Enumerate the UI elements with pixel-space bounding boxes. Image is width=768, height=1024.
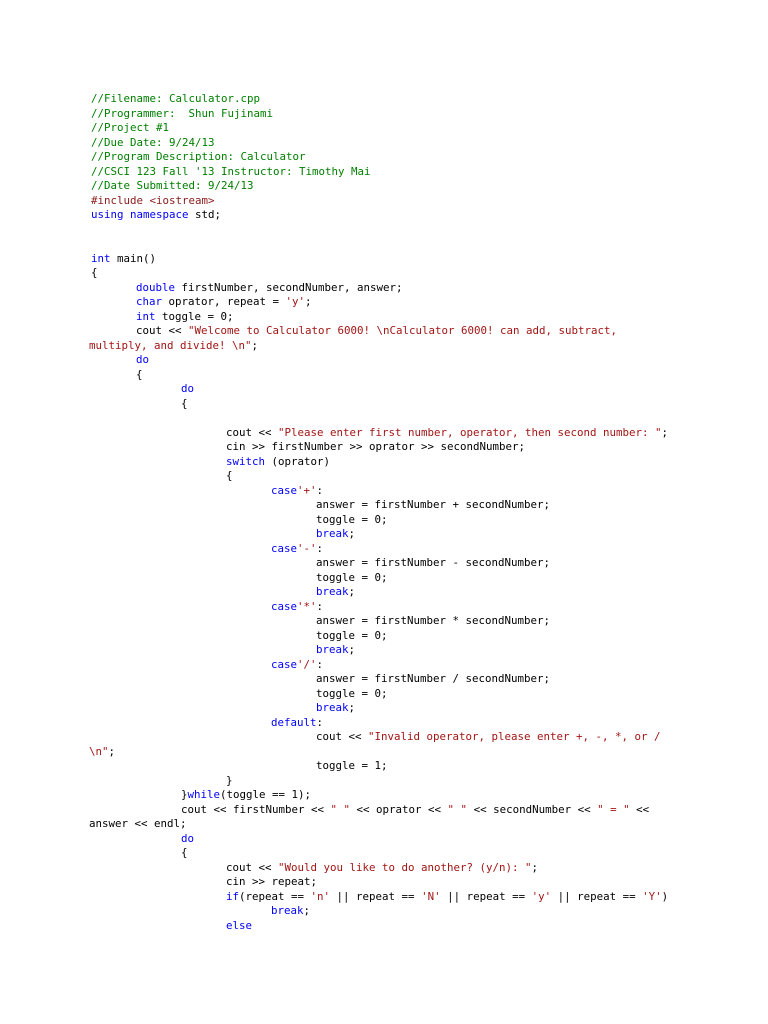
code-text: } xyxy=(181,788,188,801)
code-line xyxy=(91,469,731,484)
code-line-wrapped xyxy=(89,745,731,760)
code-line xyxy=(91,295,731,310)
code-line xyxy=(91,585,731,600)
code-text: cout << xyxy=(226,425,279,439)
code-text: answer = firstNumber - secondNumber; xyxy=(316,556,551,569)
comment: //Date Submitted: 9/24/13 xyxy=(91,179,254,192)
code-line xyxy=(91,223,731,238)
code-line xyxy=(91,774,731,789)
code-line xyxy=(91,281,731,296)
code-line xyxy=(91,643,731,658)
code-line xyxy=(91,846,731,861)
code-text: ; xyxy=(108,744,116,758)
code-line xyxy=(91,556,731,571)
string-literal: '*' xyxy=(297,599,317,613)
code-text: ; xyxy=(348,527,356,540)
code-text: { xyxy=(136,367,143,381)
code-line xyxy=(91,614,731,629)
code-text: ; xyxy=(303,904,311,917)
code-line xyxy=(91,571,731,586)
code-line xyxy=(91,890,731,905)
code-line xyxy=(91,107,731,122)
code-line xyxy=(91,237,731,252)
string-literal: 'Y' xyxy=(642,889,662,903)
code-text: ; xyxy=(348,643,356,656)
keyword: do xyxy=(181,382,195,395)
keyword: case xyxy=(271,483,298,497)
preprocessor: #include <iostream> xyxy=(91,193,215,207)
code-text: { xyxy=(226,469,233,482)
keyword: switch xyxy=(226,454,272,468)
code-line xyxy=(91,252,731,267)
code-line xyxy=(91,353,731,368)
code-text: { xyxy=(181,396,188,410)
keyword: else xyxy=(226,918,253,932)
code-text: std; xyxy=(195,208,222,221)
keyword: break xyxy=(316,585,349,598)
code-text: toggle = 0; xyxy=(316,512,388,526)
code-text: oprator, repeat = xyxy=(168,295,286,308)
code-text: (oprator) xyxy=(271,454,331,468)
string-literal: " " xyxy=(447,802,468,816)
string-literal: '+' xyxy=(297,483,317,497)
code-line xyxy=(91,455,731,470)
keyword: break xyxy=(316,643,349,656)
code-text: toggle = 0; xyxy=(316,570,388,584)
string-literal: "Would you like to do another? (y/n): " xyxy=(278,860,532,874)
code-line xyxy=(91,672,731,687)
string-literal: 'N' xyxy=(421,889,441,903)
code-text: cin >> repeat; xyxy=(226,875,318,888)
keyword: do xyxy=(181,831,195,845)
string-literal: multiply, and divide! \n" xyxy=(89,338,252,352)
code-line xyxy=(91,310,731,325)
code-text: cout << firstNumber << xyxy=(181,802,331,816)
code-text: cin >> firstNumber >> oprator >> secondNumber; xyxy=(226,440,526,453)
code-text: cout << xyxy=(316,730,369,743)
comment: //CSCI 123 Fall '13 Instructor: Timothy Mai xyxy=(91,164,371,178)
comment: //Due Date: 9/24/13 xyxy=(91,135,215,149)
code-line xyxy=(91,121,731,136)
code-line xyxy=(91,426,731,441)
string-literal: 'y' xyxy=(531,889,552,903)
code-line xyxy=(91,701,731,716)
code-line xyxy=(91,875,731,890)
code-line xyxy=(91,150,731,165)
string-literal: " = " xyxy=(597,802,630,816)
code-line xyxy=(91,440,731,455)
code-text: || repeat == xyxy=(551,889,643,903)
code-line xyxy=(91,165,731,180)
keyword: break xyxy=(316,701,349,714)
keyword: case xyxy=(271,657,298,671)
code-text: answer = firstNumber + secondNumber; xyxy=(316,498,551,511)
keyword: char xyxy=(136,295,169,308)
code-line xyxy=(91,324,731,339)
code-line xyxy=(91,411,731,426)
code-text: : xyxy=(316,715,324,729)
string-literal: '-' xyxy=(297,541,317,555)
code-line xyxy=(91,716,731,731)
string-literal: 'y' xyxy=(285,295,306,308)
string-literal: " " xyxy=(330,802,351,816)
code-line xyxy=(91,179,731,194)
code-line xyxy=(91,382,731,397)
keyword: default xyxy=(271,715,317,729)
code-line xyxy=(91,730,731,745)
code-text: main() xyxy=(117,251,157,265)
string-literal: "Welcome to Calculator 6000! \nCalculator 6000! can add, subtract, xyxy=(188,324,618,337)
code-line xyxy=(91,208,731,223)
code-text: || repeat == xyxy=(440,889,532,903)
code-text: ; xyxy=(251,338,259,352)
code-line xyxy=(91,788,731,803)
comment: //Filename: Calculator.cpp xyxy=(91,92,261,105)
code-text: << xyxy=(629,802,650,816)
keyword: double xyxy=(136,280,182,294)
string-literal: 'n' xyxy=(310,889,331,903)
code-line xyxy=(91,368,731,383)
code-text: { xyxy=(181,846,188,859)
code-line xyxy=(91,542,731,557)
code-text: ; xyxy=(348,701,356,714)
code-line-wrapped xyxy=(89,339,731,354)
code-line xyxy=(91,498,731,513)
code-text: firstNumber, secondNumber, answer; xyxy=(181,280,403,294)
code-text: ; xyxy=(661,425,669,439)
code-line xyxy=(91,832,731,847)
code-text: cout << xyxy=(226,860,279,874)
code-line xyxy=(91,484,731,499)
code-text: toggle = 0; xyxy=(316,628,388,642)
code-text: ; xyxy=(305,295,312,308)
code-text: { xyxy=(91,266,98,279)
string-literal: "Invalid operator, please enter +, -, *, or / xyxy=(368,730,661,743)
keyword: while xyxy=(187,788,221,801)
comment: //Programmer: Shun Fujinami xyxy=(91,106,274,120)
comment: //Project #1 xyxy=(91,121,170,134)
code-line xyxy=(91,397,731,412)
keyword: break xyxy=(316,527,349,540)
code-line xyxy=(91,513,731,528)
code-line xyxy=(91,658,731,673)
code-text: answer << endl; xyxy=(89,817,187,830)
code-text: ) xyxy=(661,889,669,903)
keyword: int xyxy=(91,251,118,265)
code-text: << oprator << xyxy=(350,802,448,816)
code-line xyxy=(91,919,731,934)
code-line xyxy=(91,687,731,702)
code-text: << secondNumber << xyxy=(467,802,598,816)
keyword: case xyxy=(271,541,298,555)
code-text: (repeat == xyxy=(239,889,311,903)
comment: //Program Description: Calculator xyxy=(91,150,306,163)
code-line xyxy=(91,861,731,876)
code-text: : xyxy=(316,483,324,497)
code-text: : xyxy=(316,657,324,671)
code-text: answer = firstNumber / secondNumber; xyxy=(316,672,551,685)
code-line xyxy=(91,194,731,209)
code-line xyxy=(91,527,731,542)
keyword: if xyxy=(226,889,240,903)
code-line-wrapped xyxy=(89,817,731,832)
code-text: answer = firstNumber * secondNumber; xyxy=(316,614,551,627)
keyword: do xyxy=(136,353,150,366)
code-text: ; xyxy=(348,585,356,598)
code-line xyxy=(91,92,731,107)
code-text: || repeat == xyxy=(330,889,422,903)
code-line xyxy=(91,904,731,919)
code-line xyxy=(91,803,731,818)
code-line xyxy=(91,266,731,281)
code-text: toggle = 0; xyxy=(162,309,234,323)
keyword: case xyxy=(271,599,298,613)
string-literal: \n" xyxy=(89,744,109,758)
keyword: using namespace xyxy=(91,208,196,221)
code-line xyxy=(91,136,731,151)
code-text: : xyxy=(316,599,324,613)
keyword: break xyxy=(271,904,304,917)
code-text: toggle = 1; xyxy=(316,759,388,772)
code-text: ; xyxy=(531,860,539,874)
string-literal: '/' xyxy=(297,657,317,671)
string-literal: "Please enter first number, operator, then second number: " xyxy=(278,425,662,439)
code-text: toggle = 0; xyxy=(316,686,388,700)
code-text: : xyxy=(316,541,324,555)
code-text: (toggle == 1); xyxy=(220,788,312,801)
code-line xyxy=(91,759,731,774)
code-text: } xyxy=(226,773,233,787)
code-line xyxy=(91,629,731,644)
code-text: cout << xyxy=(136,324,189,337)
code-line xyxy=(91,600,731,615)
code-listing xyxy=(91,92,731,933)
keyword: int xyxy=(136,309,163,323)
